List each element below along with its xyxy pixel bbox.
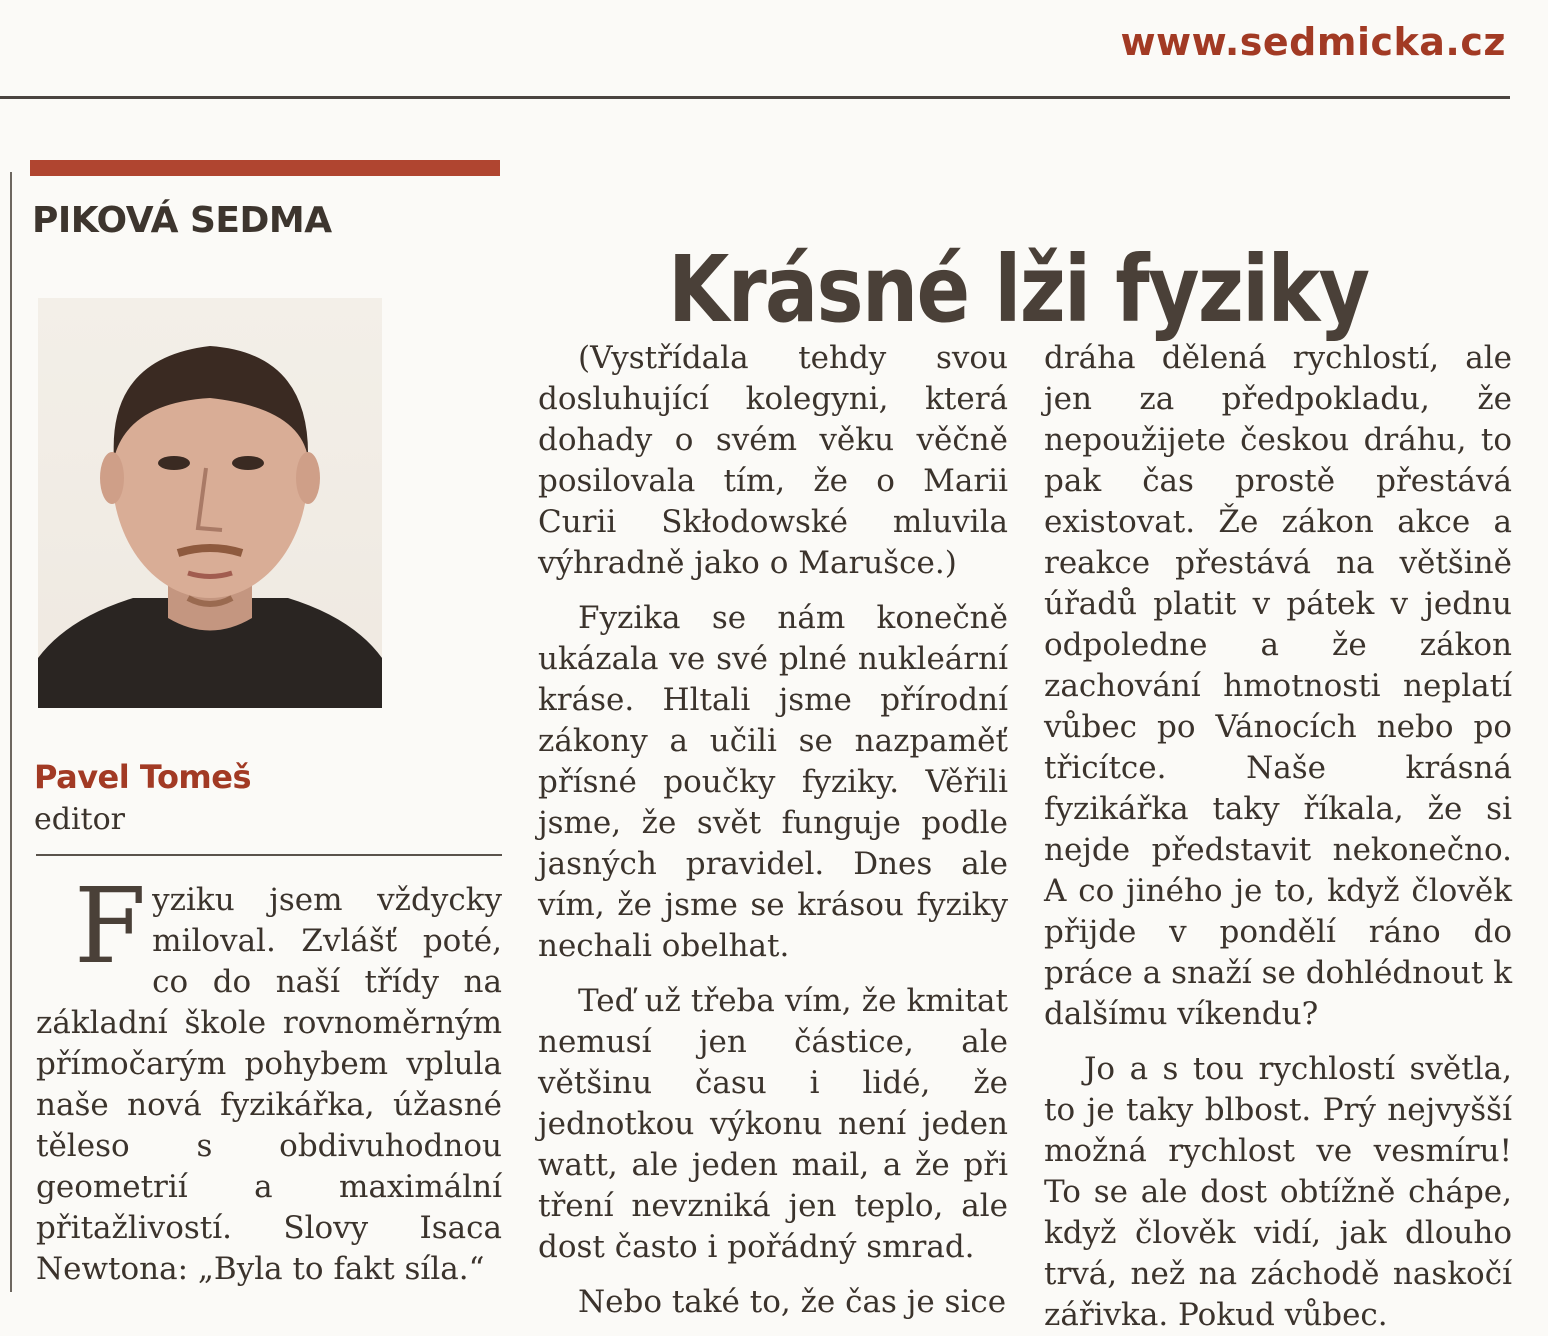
article-column-3 xyxy=(1044,338,1512,1336)
article-paragraph: Fyziku jsem vždycky miloval. Zvlášť poté, co do naší třídy na základní škole rovnoměrným přímočarým pohybem vplula naše nová fyzikářka, úžasné těleso s obdivuhodnou geometrií a maximální přitažlivostí. Slovy Isaca Newtona: „Byla to fakt síla.“ xyxy=(36,865,502,1287)
article-headline: Krásné lži fyziky xyxy=(668,235,1369,343)
header-divider xyxy=(0,96,1510,99)
article-column-1 xyxy=(36,865,502,1290)
article-paragraph: Fyzika se nám konečně ukázala ve své plné nukleární kráse. Hltali jsme přírodní zákony a učili se nazpaměť přísné poučky fyziky. Věřili jsme, že svět funguje podle jasných pravidel. Dnes ale vím, že jsme se krásou fyziky nechali obelhat. xyxy=(538,600,1008,964)
author-role: editor xyxy=(34,802,126,837)
author-divider xyxy=(36,854,502,856)
article-column-2 xyxy=(538,338,1008,1323)
author-name: Pavel Tomeš xyxy=(34,758,252,796)
article-paragraph: Jo a s tou rychlostí světla, to je taky blbost. Prý nejvyšší možná rychlost ve vesmíru! To se ale dost obtížně chápe, když člověk vidí, jak dlouho trvá, než na záchodě naskočí zářivka. Pokud vůbec. xyxy=(1044,1051,1512,1333)
section-color-bar xyxy=(30,160,500,176)
article-paragraph: Teď už třeba vím, že kmitat nemusí jen částice, ale většinu času i lidé, že jednotkou výkonu není jeden watt, ale jeden mail, a že při tření nevzniká jen teplo, ale dost často i pořádný smrad. xyxy=(538,983,1008,1265)
section-label: PIKOVÁ SEDMA xyxy=(32,200,332,241)
author-photo xyxy=(38,298,382,708)
article-paragraph: dráha dělená rychlostí, ale jen za předpokladu, že nepoužijete českou dráhu, to pak čas prostě přestává existovat. Že zákon akce a reakce přestává na většině úřadů platit v pátek v jednu odpoledne a že zákon zachování hmotnosti neplatí vůbec po Vánocích nebo po třicítce. Naše krásná fyzikářka taky říkala, že si nejde představit nekonečno. A co jiného je to, když člověk přijde v pondělí ráno do práce a snaží se dohlédnout k dalšímu víkendu? xyxy=(1044,340,1512,1032)
article-paragraph: (Vystřídala tehdy svou dosluhující kolegyni, která dohady o svém věku věčně posilovala tím, že o Marii Curii Skłodowské mluvila výhradně jako o Marušce.) xyxy=(538,340,1008,581)
dropcap: F xyxy=(74,865,147,987)
article-paragraph: Nebo také to, že čas je sice xyxy=(578,1284,1007,1320)
column-divider xyxy=(10,172,12,1292)
site-url[interactable]: www.sedmicka.cz xyxy=(1120,20,1506,64)
